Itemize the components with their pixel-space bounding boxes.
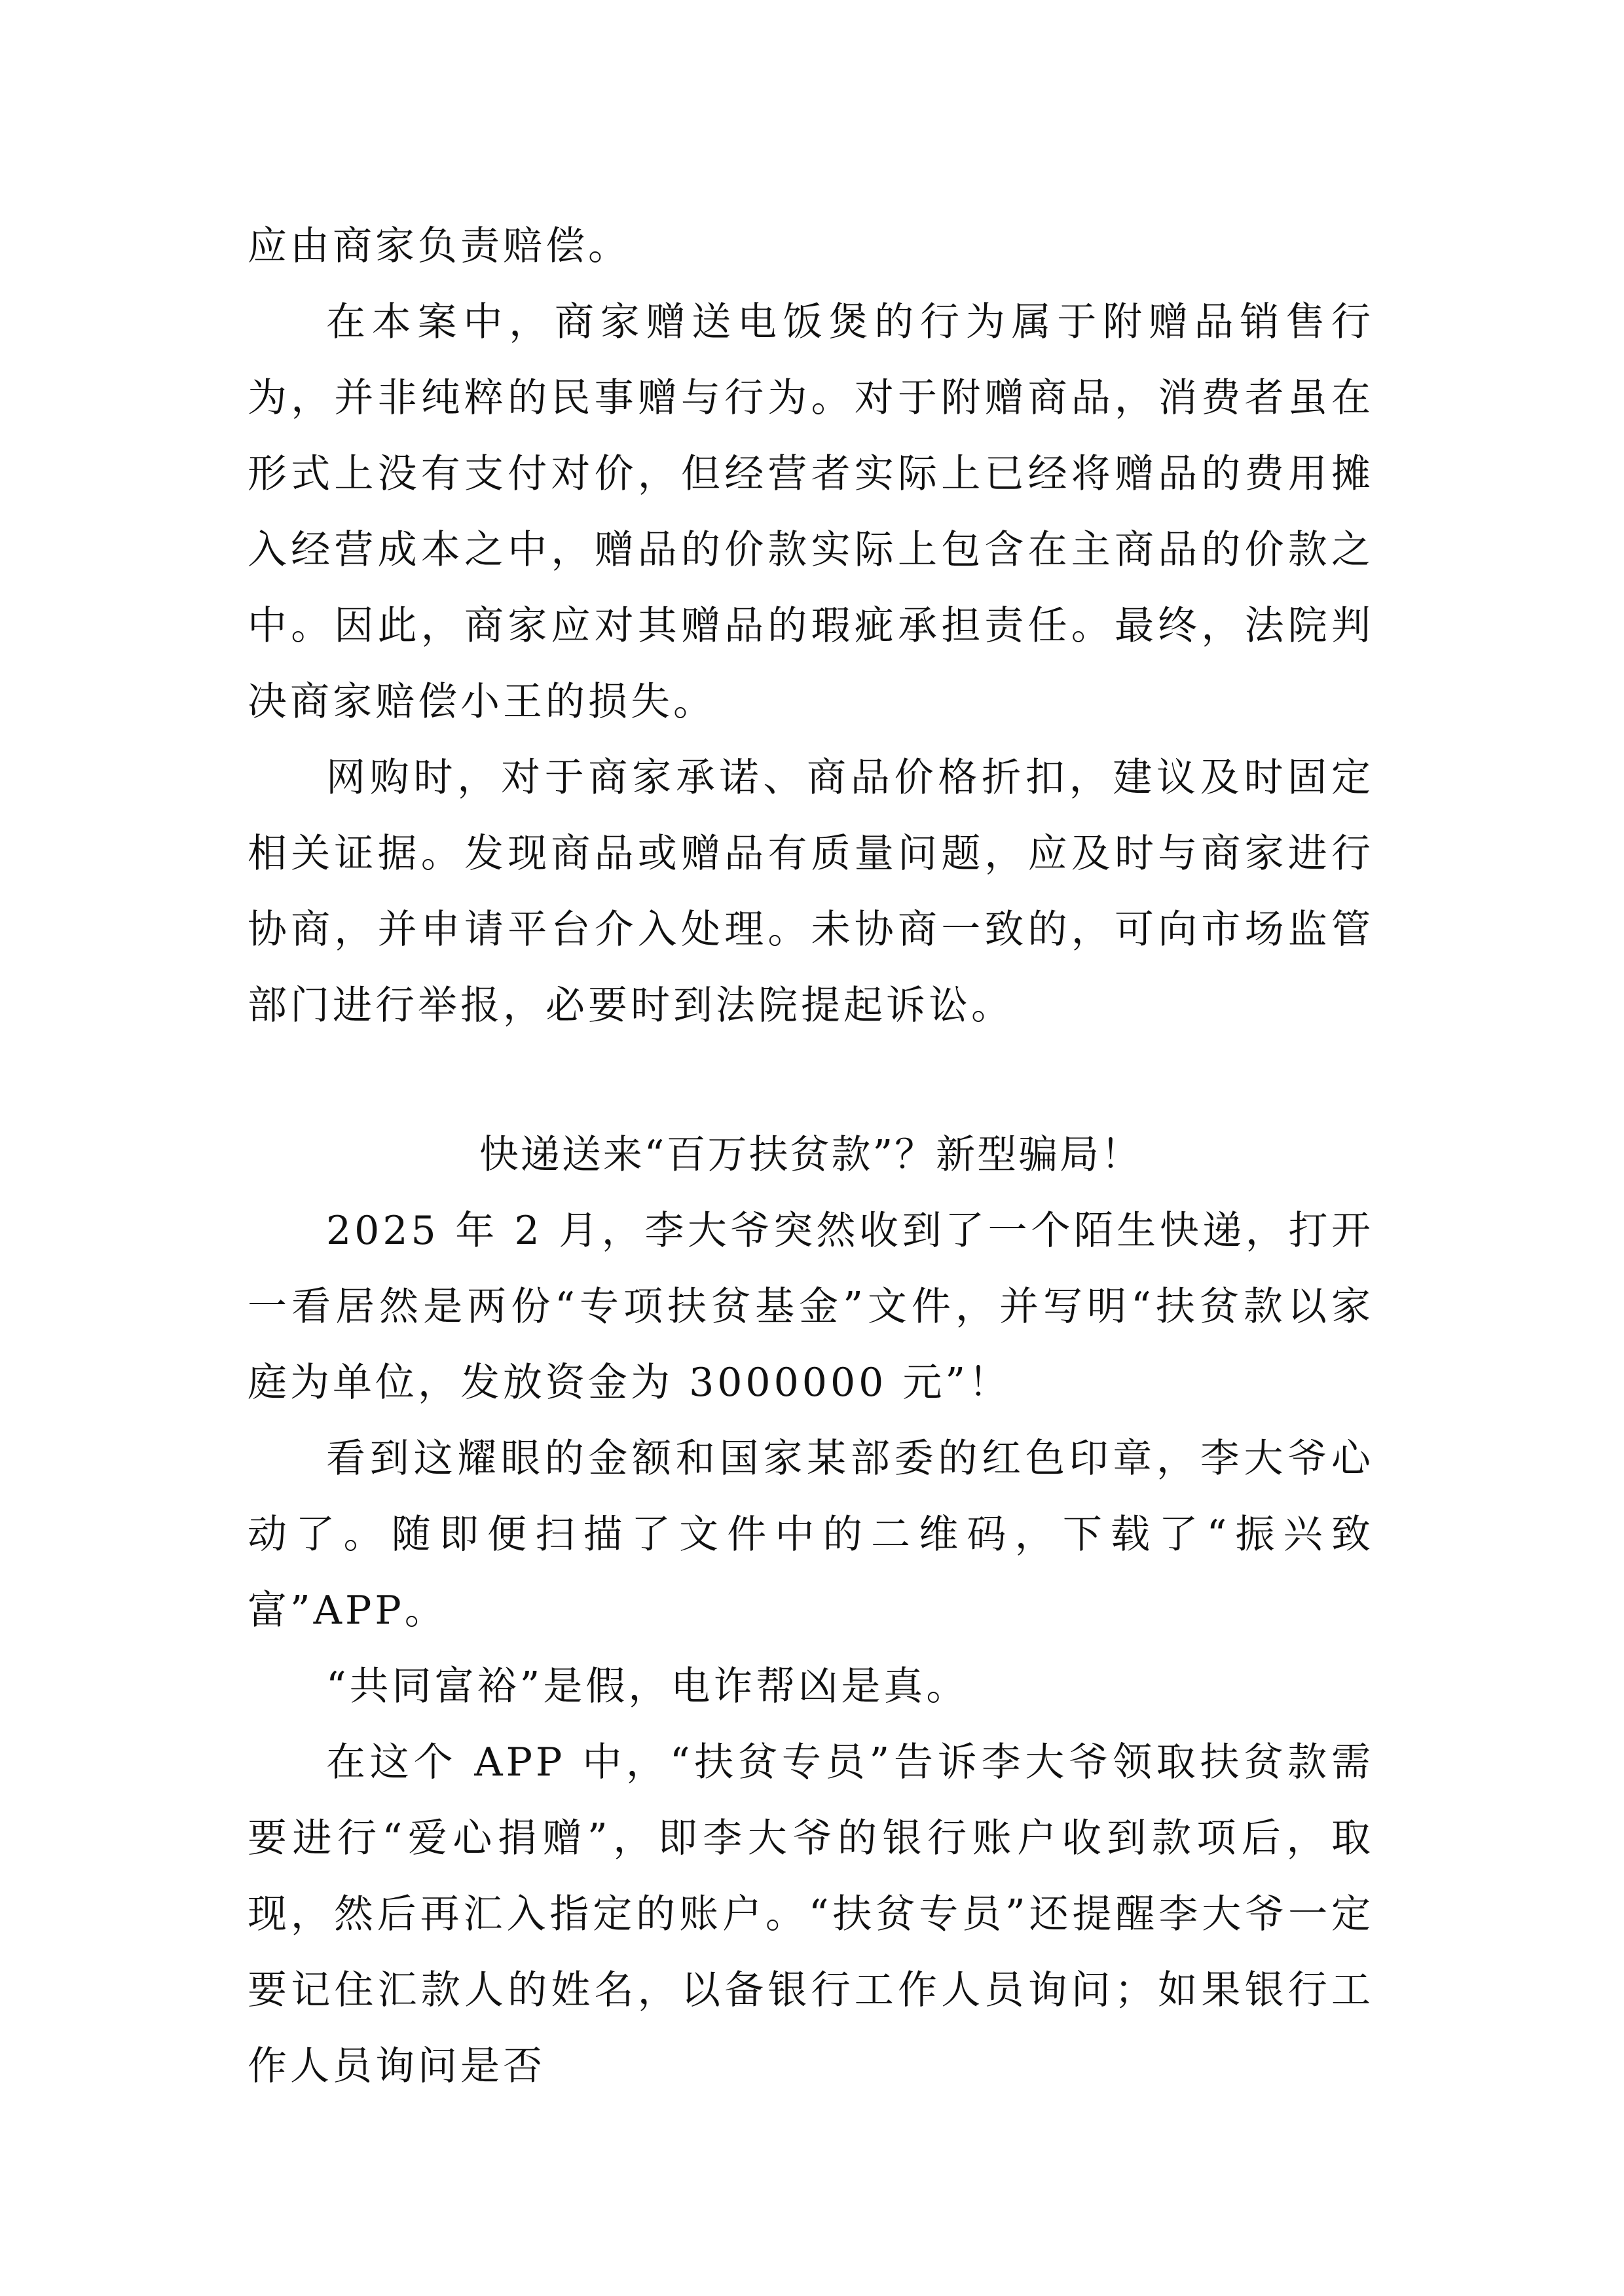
paragraph-continuation: 应由商家负责赔偿。 xyxy=(248,223,631,269)
article-title: 快递送来“百万扶贫款”？新型骗局！ xyxy=(479,1132,1143,1178)
paragraph-case-analysis: 在本案中，商家赠送电饭煲的行为属于附赠品销售行为，并非纯粹的民事赠与行为。对于附赠商品，消费者虽在形式上没有支付对价，但经营者实际上已经将赠品的费用摊入经营成本之中，赠品的价款实际上包含在主商品的价款之中。因此，商家应对其赠品的瑕疵承担责任。最终，法院判决商家赔偿小王的损失。 xyxy=(248,299,1374,725)
paragraph-downloaded-app: 看到这耀眼的金额和国家某部委的红色印章，李大爷心动了。随即便扫描了文件中的二维码，下载了“振兴致富”APP。 xyxy=(248,1436,1374,1633)
paragraph-shopping-advice: 网购时，对于商家承诺、商品价格折扣，建议及时固定相关证据。发现商品或赠品有质量问题，应及时与商家进行协商，并申请平台介入处理。未协商一致的，可向市场监管部门进行举报，必要时到法院提起诉讼。 xyxy=(248,755,1374,1029)
document-body xyxy=(248,208,1374,2104)
paragraph-fraud-details: 在这个 APP 中，“扶贫专员”告诉李大爷领取扶贫款需要进行“爱心捐赠”，即李大爷的银行账户收到款项后，取现，然后再汇入指定的账户。“扶贫专员”还提醒李大爷一定要记住汇款人的姓名，以备银行工作人员询问；如果银行工作人员询问是否 xyxy=(248,1740,1374,2089)
paragraph-express-delivery: 2025 年 2 月，李大爷突然收到了一个陌生快递，打开一看居然是两份“专项扶贫基金”文件，并写明“扶贫款以家庭为单位，发放资金为 3000000 元”！ xyxy=(248,1208,1374,1406)
paragraph-fraud-statement: “共同富裕”是假，电诈帮凶是真。 xyxy=(326,1664,969,1709)
